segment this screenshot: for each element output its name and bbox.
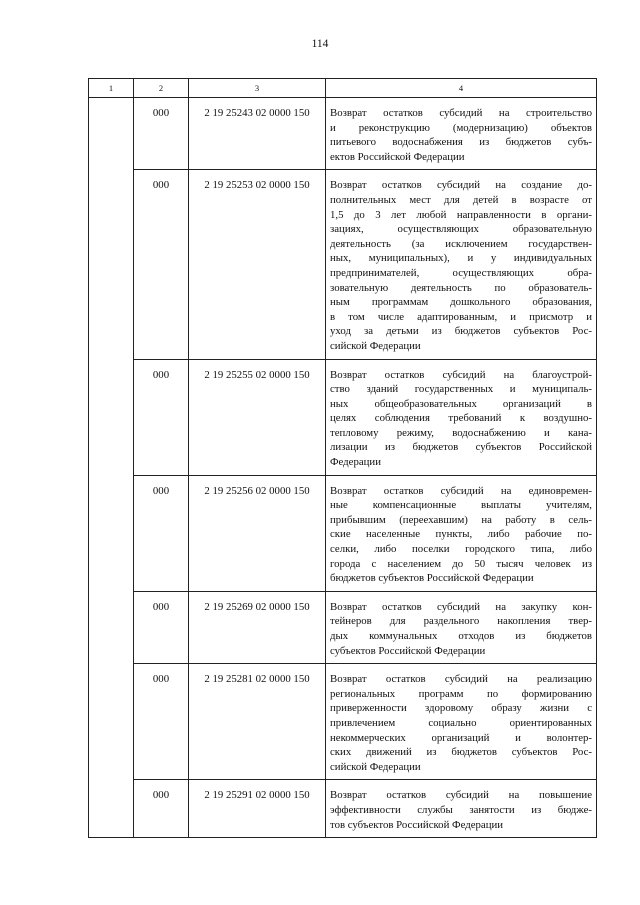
description-line: ные компенсационные выплаты учителям, <box>330 499 592 512</box>
description-line: Федерации <box>330 456 381 469</box>
admin-code-cell: 000 <box>134 98 189 170</box>
header-col-3: 3 <box>189 79 326 98</box>
header-col-4: 4 <box>326 79 597 98</box>
description-line: Возврат остатков субсидий на строительство <box>330 107 592 119</box>
table-row <box>89 170 597 359</box>
description-line: тов субъектов Российской Федерации <box>330 818 504 831</box>
kbk-code-cell: 2 19 25256 02 0000 150 <box>189 475 326 591</box>
description-line: и реконструкцию (модернизацию) объектов <box>330 121 592 134</box>
description-line: Возврат остатков субсидий на создание до- <box>330 179 592 192</box>
table-row <box>89 591 597 663</box>
kbk-code-cell: 2 19 25281 02 0000 150 <box>189 664 326 780</box>
description-line: ские населенные пункты, либо рабочие по- <box>330 528 592 541</box>
description-cell <box>326 98 597 170</box>
table-row <box>89 780 597 838</box>
table-row <box>89 475 597 591</box>
description-line: Возврат остатков субсидий на реализацию <box>330 673 592 686</box>
description-line: полнительных мест для детей в возрасте от <box>330 193 592 206</box>
admin-code-cell: 000 <box>134 170 189 359</box>
description-line: ным программам дошкольного образования, <box>330 296 592 309</box>
header-col-2: 2 <box>134 79 189 98</box>
description-line: Возврат остатков субсидий на благоустрой- <box>330 368 592 381</box>
description-line: деятельность (за исключением государствен- <box>330 237 592 250</box>
description-line: селки, либо поселки городского типа, либо <box>330 543 592 556</box>
budget-classification-table <box>88 78 597 838</box>
description-line: в том числе адаптированным, и присмотр и <box>330 310 592 323</box>
kbk-code-cell: 2 19 25269 02 0000 150 <box>189 591 326 663</box>
description-line: тейнеров для раздельного накопления твер- <box>330 615 592 628</box>
admin-code-cell: 000 <box>134 664 189 780</box>
admin-code-cell: 000 <box>134 591 189 663</box>
kbk-code-cell: 2 19 25243 02 0000 150 <box>189 98 326 170</box>
description-line: зациях, осуществляющих образовательную <box>330 223 592 236</box>
table-header-row <box>89 79 597 98</box>
description-line: предпринимателей, осуществляющих обра- <box>330 266 592 279</box>
description-line: субъектов Российской Федерации <box>330 644 486 657</box>
description-line: питьевого водоснабжения из бюджетов субъ- <box>330 136 592 149</box>
description-line: бюджетов субъектов Российской Федерации <box>330 572 534 585</box>
description-line: уход за детьми из бюджетов субъектов Рос- <box>330 325 592 338</box>
description-line: тепловому режиму, водоснабжению и кана- <box>330 426 592 439</box>
description-cell <box>326 780 597 838</box>
description-line: 1,5 до 3 лет любой направленности в органи- <box>330 208 592 221</box>
table-row <box>89 359 597 475</box>
description-line: сийской Федерации <box>330 760 421 773</box>
kbk-code-cell: 2 19 25253 02 0000 150 <box>189 170 326 359</box>
admin-code-cell: 000 <box>134 359 189 475</box>
page-number: 114 <box>311 38 329 50</box>
description-line: эффективности службы занятости из бюдже- <box>330 803 592 816</box>
kbk-code-cell: 2 19 25291 02 0000 150 <box>189 780 326 838</box>
description-line: ных общеобразовательных организаций в <box>330 397 592 410</box>
description-line: Возврат остатков субсидий на единовремен- <box>330 484 592 497</box>
admin-code-cell: 000 <box>134 780 189 838</box>
description-line: ство зданий государственных и муниципаль- <box>330 383 592 396</box>
description-cell <box>326 170 597 359</box>
description-cell <box>326 359 597 475</box>
description-line: ектов Российской Федерации <box>330 150 465 163</box>
merged-column-1-cell <box>89 98 134 838</box>
admin-code-cell: 000 <box>134 475 189 591</box>
description-line: приверженности здоровому образу жизни с <box>330 702 592 715</box>
description-line: целях соблюдения требований к воздушно- <box>330 412 592 425</box>
description-line: лизации из бюджетов субъектов Российской <box>330 441 592 454</box>
kbk-code-cell: 2 19 25255 02 0000 150 <box>189 359 326 475</box>
description-line: города с населением до 50 тысяч человек из <box>330 557 592 570</box>
description-line: сийской Федерации <box>330 339 421 352</box>
description-line: прибывшим (переехавшим) на работу в сель- <box>330 513 592 526</box>
description-line: дых коммунальных отходов из бюджетов <box>330 630 592 642</box>
description-line: Возврат остатков субсидий на повышение <box>330 789 592 802</box>
description-line: зовательную деятельность по образователь- <box>330 281 592 294</box>
description-line: привлечением социально ориентированных <box>330 716 592 729</box>
table-row <box>89 98 597 170</box>
table-row <box>89 664 597 780</box>
description-line: ных, муниципальных), и у индивидуальных <box>330 252 592 265</box>
description-line: Возврат остатков субсидий на закупку кон- <box>330 600 592 613</box>
description-line: региональных программ по формированию <box>330 687 592 700</box>
header-col-1: 1 <box>89 79 134 98</box>
description-cell <box>326 591 597 663</box>
description-cell <box>326 475 597 591</box>
description-cell <box>326 664 597 780</box>
description-line: некоммерческих организаций и волонтер- <box>330 731 592 744</box>
description-line: ских движений из бюджетов субъектов Рос- <box>330 746 592 759</box>
